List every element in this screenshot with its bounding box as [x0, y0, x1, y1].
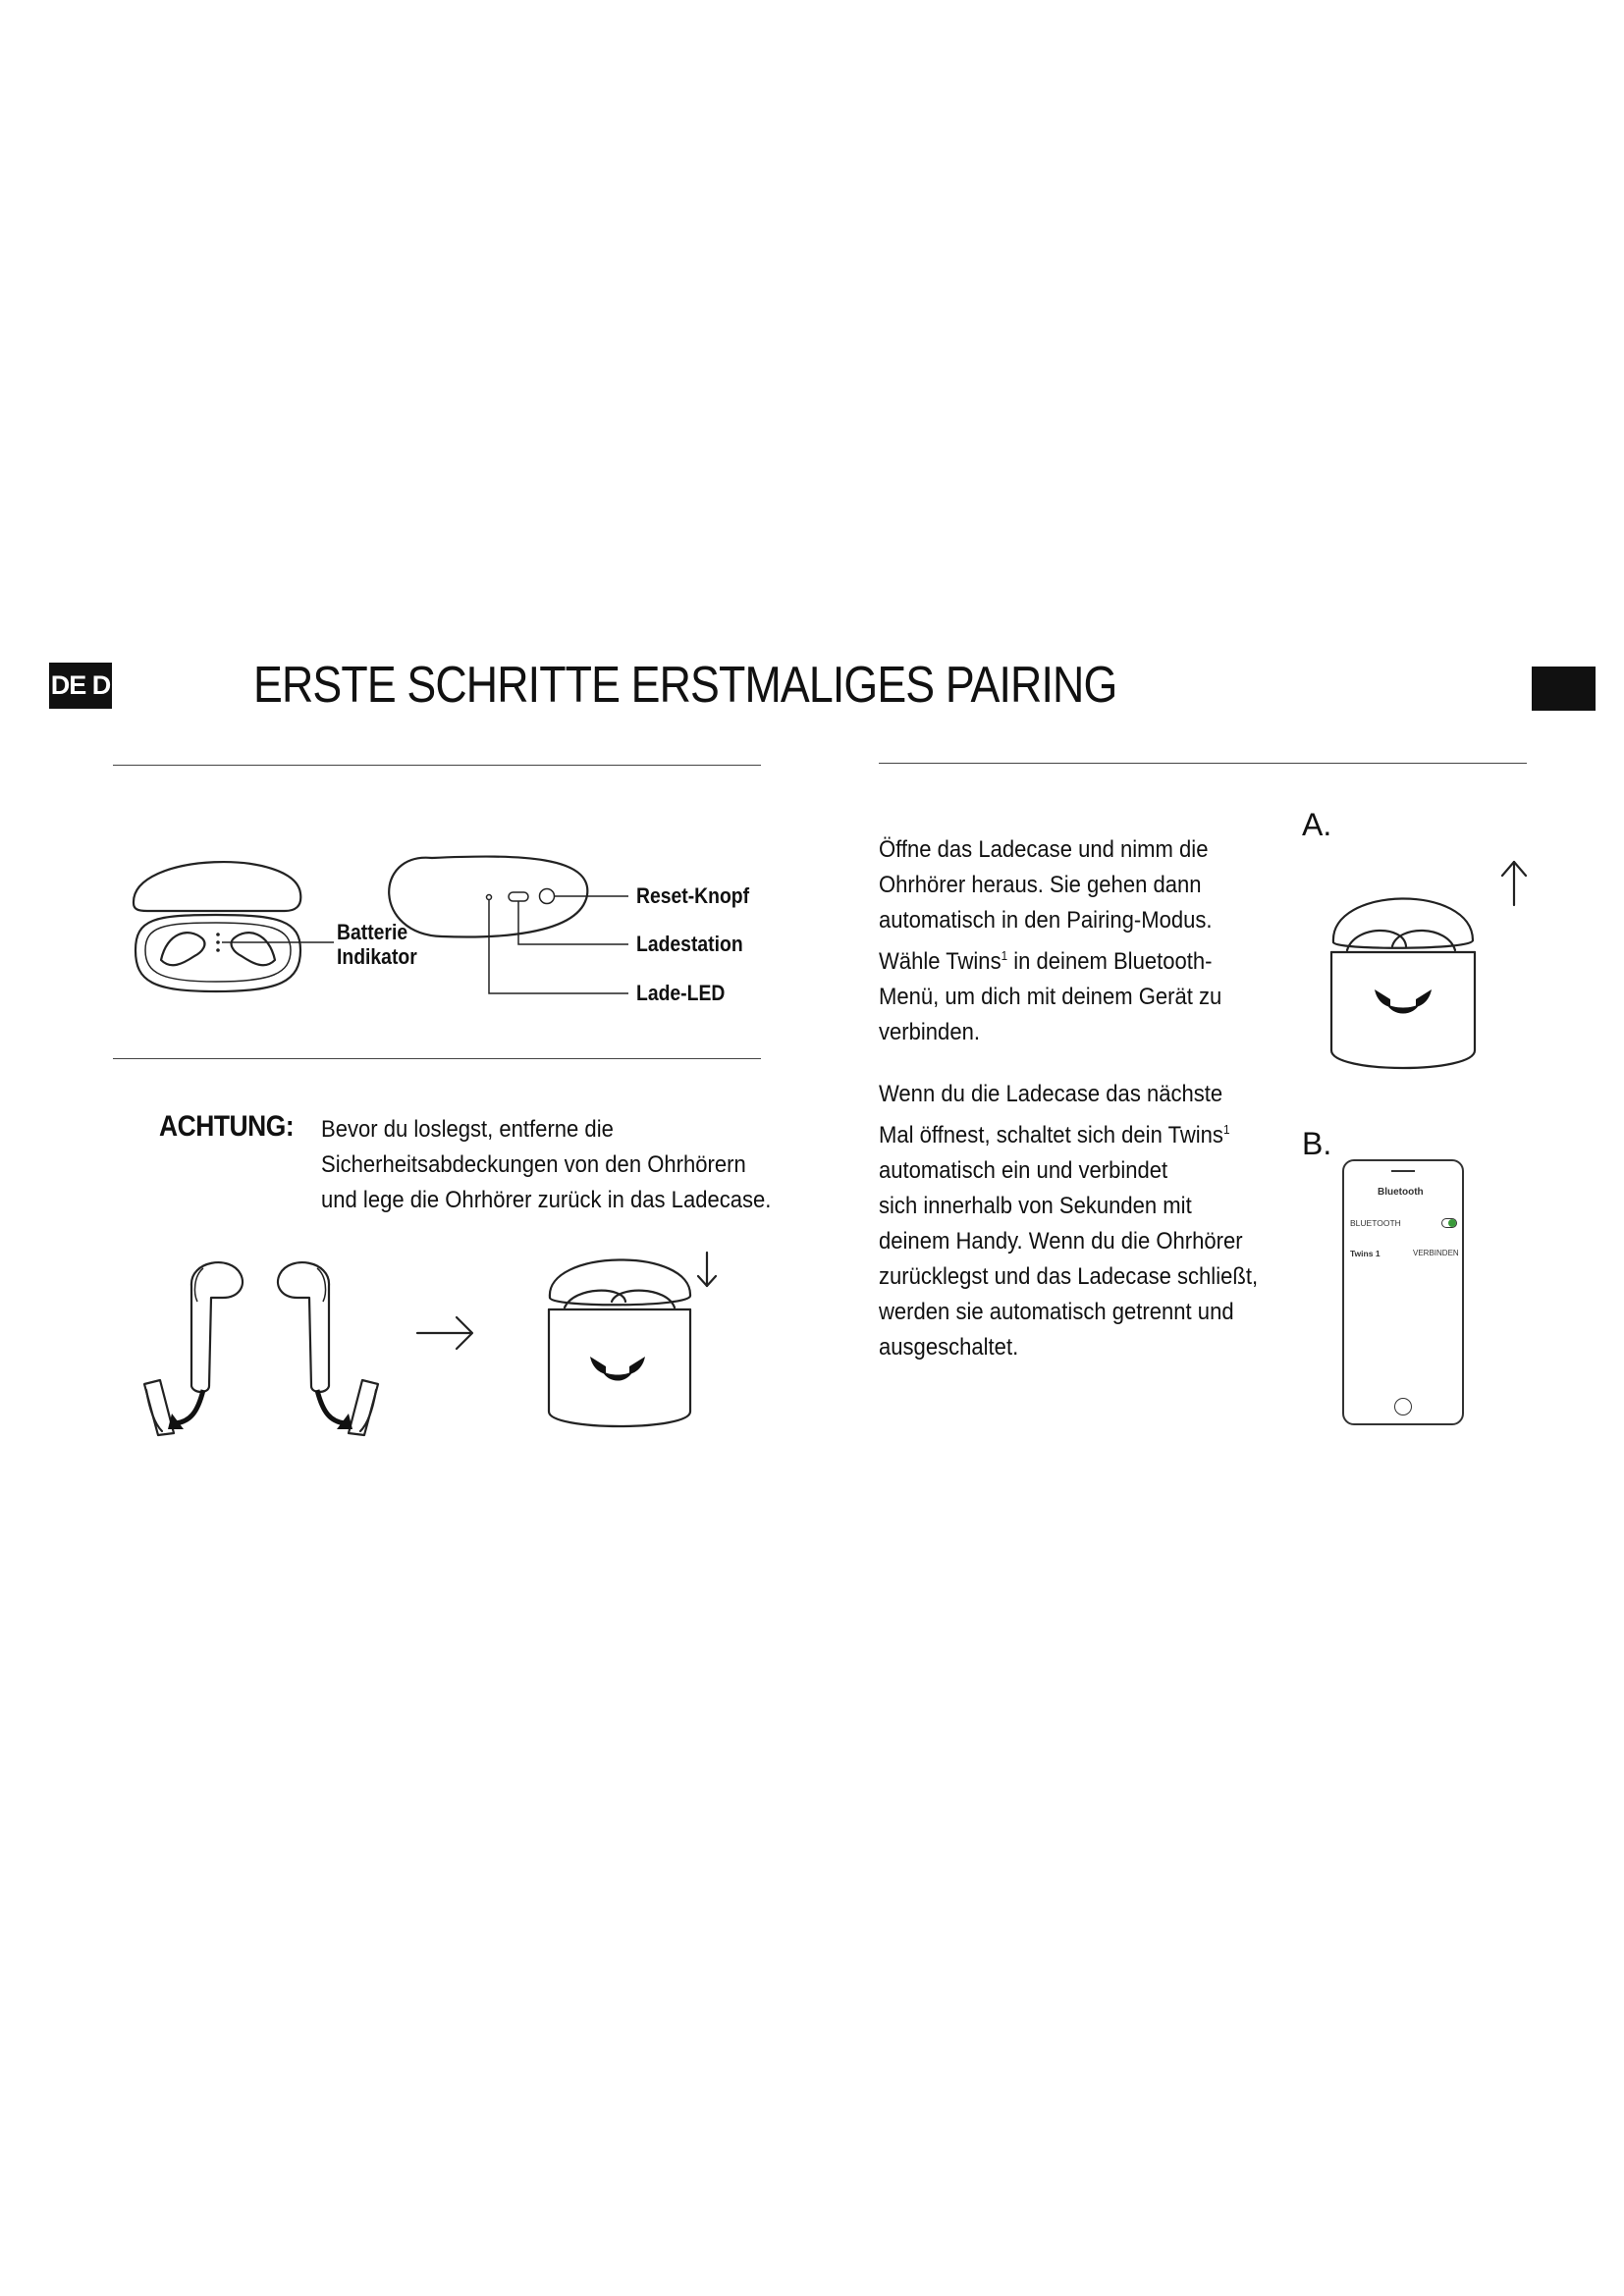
case-lid [134, 862, 300, 911]
instructions-paragraph-1: Öffne das Ladecase und nimm die Ohrhörer heraus. Sie gehen dann automatisch in den Pairing-Modus. Wähle Twins$^1$ in deinem Bluetooth- Menü, um dich mit deinem Gerät zu verbinden. [879, 836, 1222, 1046]
battery-indicator-label-line2: Indikator [337, 944, 417, 969]
open-case-illustration [1326, 856, 1542, 1077]
warning-text: Bevor du loslegst, entferne die Sicherheitsabdeckungen von den Ohrhörern und lege die Ohrhörer zurück in das Ladecase. [321, 1116, 772, 1213]
phone-illustration [1342, 1159, 1464, 1425]
page-title: ERSTE SCHRITTE ERSTMALIGES PAIRING [253, 657, 1117, 714]
battery-indicator-label-line1: Batterie [337, 920, 408, 944]
instructions-paragraph-2: Wenn du die Ladecase das nächste Mal öffnest, schaltet sich dein Twins$^1$ automatisch ein und verbindet sich innerhalb von Sekunden mit deinem Handy. Wenn du die Ohrhörer zurücklegst und das Ladecase schließt, werden sie automatisch getrennt und ausgeschaltet. [879, 1081, 1259, 1362]
case-base [135, 915, 300, 991]
divider-right-top [879, 763, 1527, 764]
charging-led-label: Lade-LED [636, 981, 726, 1005]
language-tab: DE D [49, 663, 112, 709]
divider-left-bottom [113, 1058, 761, 1059]
remove-covers-illustration [133, 1247, 781, 1443]
home-button[interactable] [1394, 1398, 1412, 1415]
phone-screen-title: Bluetooth [1378, 1187, 1424, 1198]
warning-label: ACHTUNG: [159, 1110, 295, 1143]
step-b-label: B. [1302, 1126, 1332, 1161]
divider-left-top [113, 765, 761, 766]
bluetooth-setting-label: BLUETOOTH [1350, 1218, 1401, 1228]
reset-button-label: Reset-Knopf [636, 883, 750, 908]
page-marker [1532, 667, 1596, 711]
device-connect-status[interactable]: VERBINDEN [1413, 1249, 1459, 1257]
step-a-label: A. [1302, 807, 1332, 842]
device-name[interactable]: Twins 1 [1350, 1249, 1380, 1258]
charging-station-label: Ladestation [636, 932, 743, 956]
bluetooth-toggle[interactable] [1441, 1218, 1457, 1228]
